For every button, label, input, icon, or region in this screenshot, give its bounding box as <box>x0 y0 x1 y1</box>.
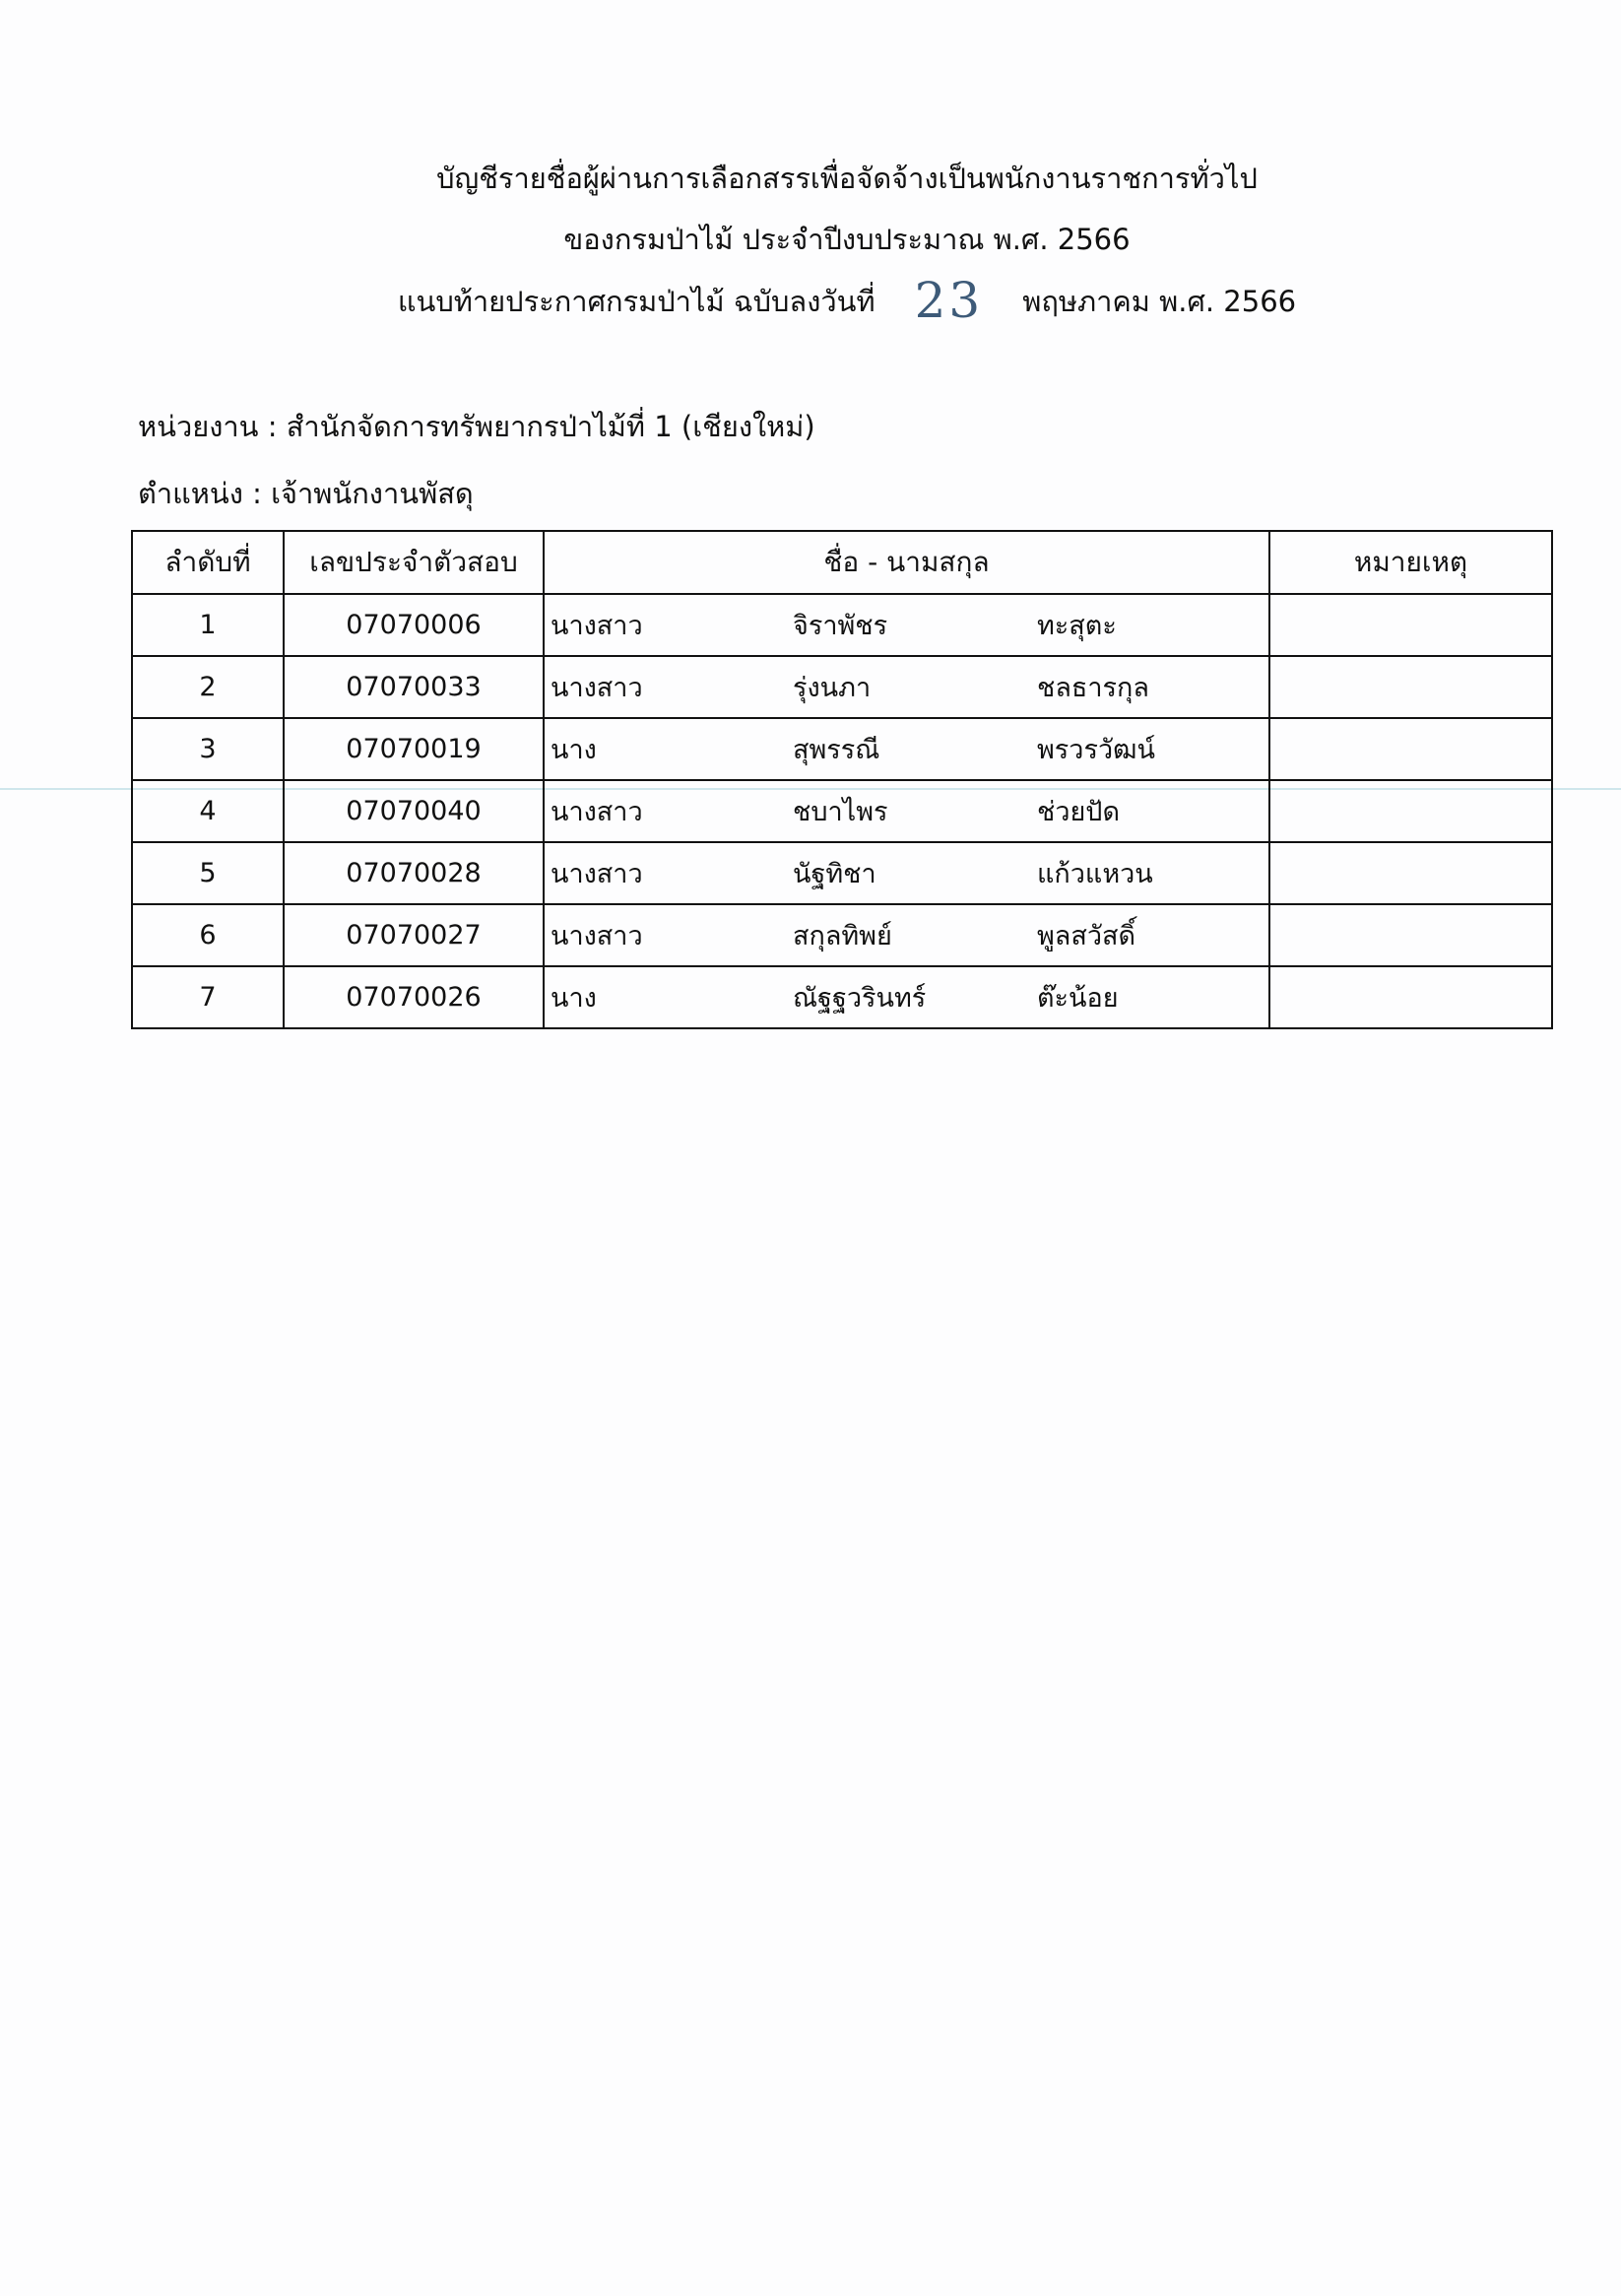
row-no: 2 <box>132 656 284 718</box>
row-first-name: รุ่งนภา <box>793 673 872 703</box>
row-first-name: สกุลทิพย์ <box>793 921 892 951</box>
row-first-name: นัฐทิชา <box>793 859 876 889</box>
table-row <box>132 594 1552 656</box>
header-no: ลำดับที่ <box>132 531 284 594</box>
row-no: 6 <box>132 904 284 966</box>
row-exam-id: 07070019 <box>284 718 544 780</box>
row-note <box>1269 656 1552 718</box>
row-full-name <box>544 656 1269 718</box>
row-note <box>1269 594 1552 656</box>
row-note <box>1269 780 1552 842</box>
row-name-title: นาง <box>551 735 597 765</box>
row-name-title: นางสาว <box>551 611 643 641</box>
row-last-name: ชลธารกุล <box>1037 673 1149 703</box>
header-name: ชื่อ - นามสกุล <box>544 531 1269 594</box>
row-exam-id: 07070026 <box>284 966 544 1028</box>
row-name-title: นางสาว <box>551 673 643 703</box>
table-row <box>132 780 1552 842</box>
row-full-name <box>544 718 1269 780</box>
candidate-table <box>131 530 1553 1029</box>
table-row <box>132 656 1552 718</box>
table-row <box>132 904 1552 966</box>
title-line-3-suffix: พฤษภาคม พ.ศ. 2566 <box>1022 285 1297 318</box>
row-no: 5 <box>132 842 284 904</box>
row-full-name <box>544 780 1269 842</box>
department-label: หน่วยงาน : สำนักจัดการทรัพยากรป่าไม้ที่ 1 (เชียงใหม่) <box>138 410 815 443</box>
row-first-name: จิราพัชร <box>793 611 888 641</box>
row-note <box>1269 904 1552 966</box>
table-header-row <box>132 531 1552 594</box>
row-last-name: แก้วแหวน <box>1037 859 1153 889</box>
table-row <box>132 842 1552 904</box>
document-title <box>0 148 1621 332</box>
row-last-name: พรวรวัฒน์ <box>1037 735 1155 765</box>
table-body <box>132 594 1552 1028</box>
row-exam-id: 07070027 <box>284 904 544 966</box>
header-exam-id: เลขประจำตัวสอบ <box>284 531 544 594</box>
header-note: หมายเหตุ <box>1269 531 1552 594</box>
row-last-name: พูลสวัสดิ์ <box>1037 921 1135 951</box>
title-line-3-prefix: แนบท้ายประกาศกรมป่าไม้ ฉบับลงวันที่ <box>397 285 875 318</box>
row-note <box>1269 718 1552 780</box>
row-no: 7 <box>132 966 284 1028</box>
table-row <box>132 966 1552 1028</box>
announcement-day: 23 <box>914 272 984 329</box>
row-name-title: นางสาว <box>551 921 643 951</box>
title-line-3 <box>0 270 1621 332</box>
row-first-name: ชบาไพร <box>793 797 888 827</box>
table-row <box>132 718 1552 780</box>
row-exam-id: 07070033 <box>284 656 544 718</box>
row-no: 3 <box>132 718 284 780</box>
row-full-name <box>544 904 1269 966</box>
row-full-name <box>544 966 1269 1028</box>
position-label: ตำแหน่ง : เจ้าพนักงานพัสดุ <box>138 477 474 510</box>
row-last-name: ช่วยปัด <box>1037 797 1120 827</box>
row-last-name: ทะสุตะ <box>1037 611 1117 641</box>
row-last-name: ต๊ะน้อย <box>1037 983 1119 1014</box>
row-full-name <box>544 594 1269 656</box>
row-first-name: ณัฐฐวรินทร์ <box>793 983 927 1014</box>
row-note <box>1269 842 1552 904</box>
row-first-name: สุพรรณี <box>793 735 880 765</box>
row-exam-id: 07070006 <box>284 594 544 656</box>
title-line-2: ของกรมป่าไม้ ประจำปีงบประมาณ พ.ศ. 2566 <box>563 223 1131 256</box>
row-name-title: นาง <box>551 983 597 1014</box>
row-name-title: นางสาว <box>551 797 643 827</box>
row-exam-id: 07070028 <box>284 842 544 904</box>
title-line-1: บัญชีรายชื่อผู้ผ่านการเลือกสรรเพื่อจัดจ้างเป็นพนักงานราชการทั่วไป <box>436 162 1258 195</box>
row-no: 1 <box>132 594 284 656</box>
row-full-name <box>544 842 1269 904</box>
row-note <box>1269 966 1552 1028</box>
row-no: 4 <box>132 780 284 842</box>
row-name-title: นางสาว <box>551 859 643 889</box>
row-exam-id: 07070040 <box>284 780 544 842</box>
